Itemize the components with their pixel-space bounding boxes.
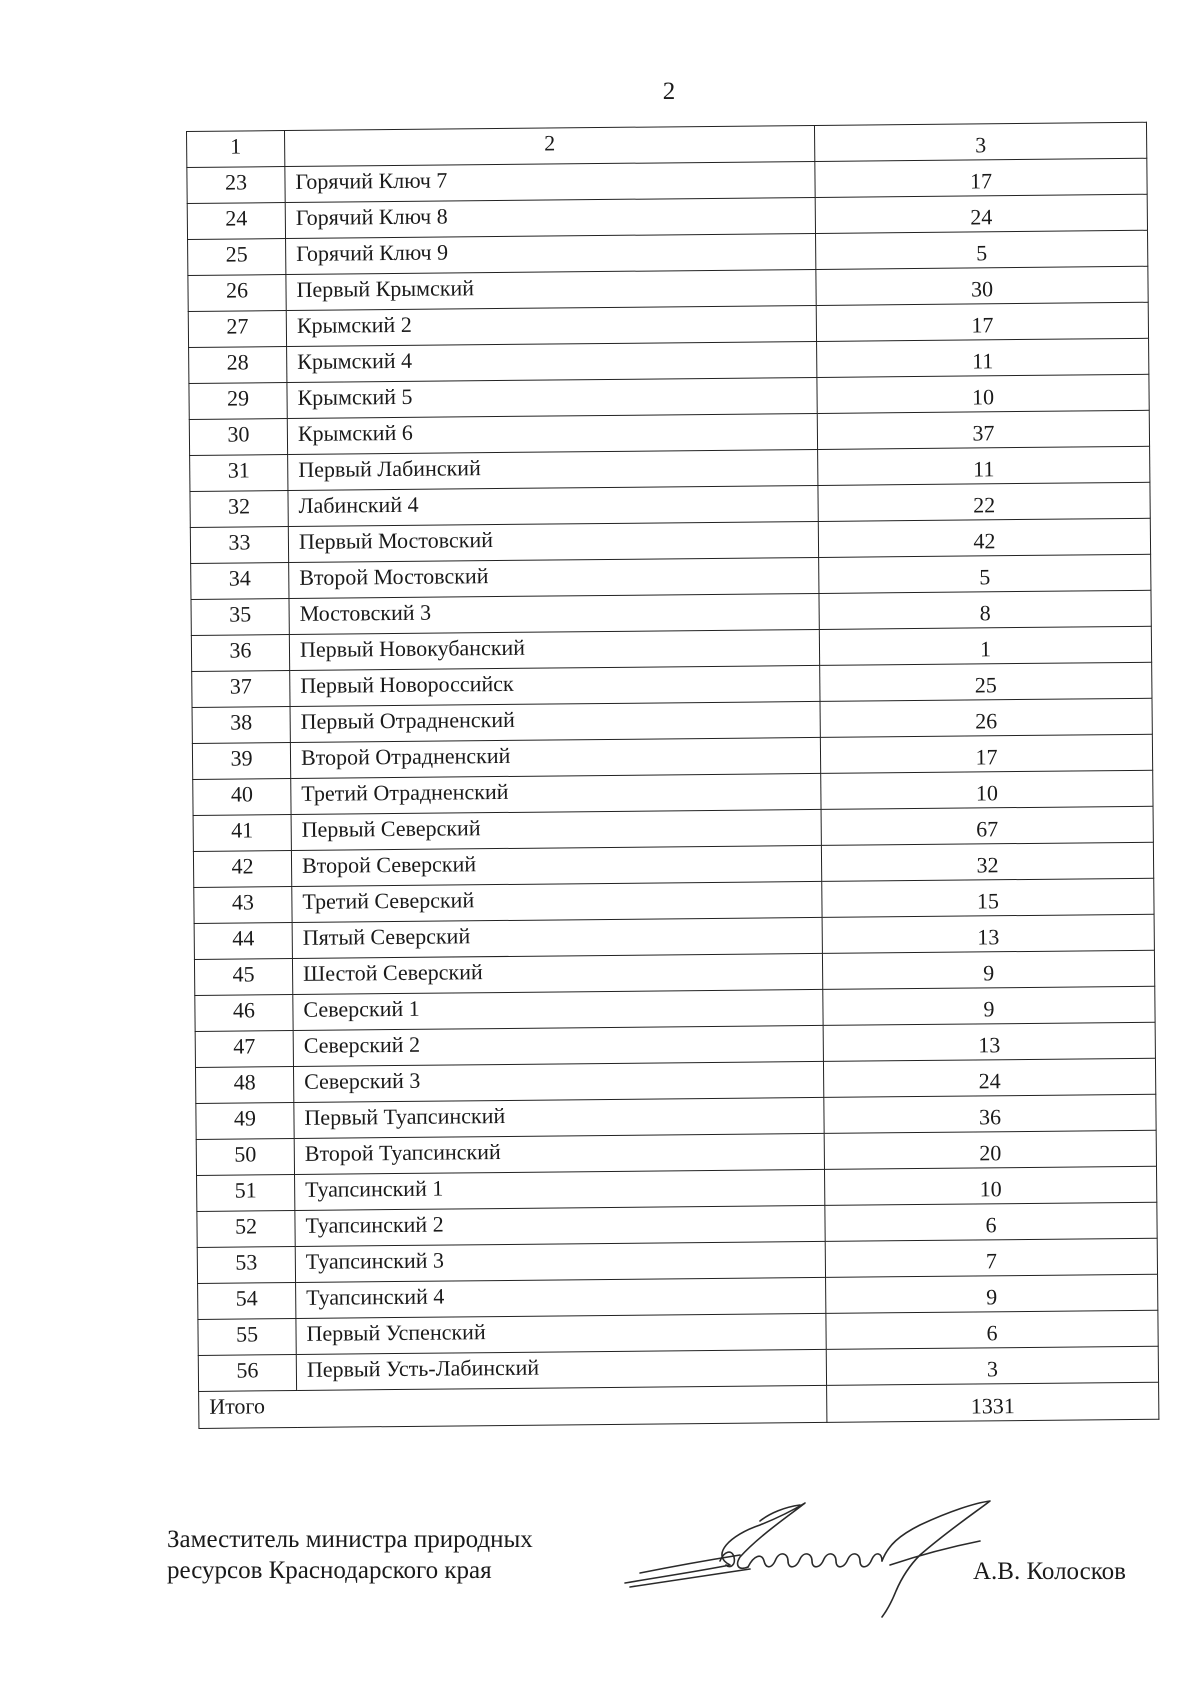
row-number-cell: 31	[190, 455, 288, 492]
row-name-cell: Первый Успенский	[296, 1313, 826, 1354]
row-value-cell: 6	[825, 1202, 1157, 1241]
row-name-cell: Горячий Ключ 8	[285, 197, 815, 238]
row-value-cell: 9	[822, 950, 1154, 989]
row-name-cell: Горячий Ключ 9	[286, 233, 816, 274]
row-number-cell: 46	[195, 995, 293, 1032]
row-value-cell: 42	[818, 518, 1150, 557]
total-value: 1331	[827, 1382, 1159, 1422]
row-value-cell: 9	[823, 986, 1155, 1025]
row-number-cell: 41	[193, 815, 291, 852]
row-value-cell: 37	[817, 410, 1149, 449]
row-value-cell: 3	[826, 1346, 1158, 1385]
row-name-cell: Третий Северский	[292, 881, 822, 922]
row-name-cell: Третий Отрадненский	[291, 773, 821, 814]
row-name-cell: Первый Туапсинский	[294, 1097, 824, 1138]
row-value-cell: 13	[823, 1022, 1155, 1061]
row-number-cell: 37	[192, 671, 290, 708]
row-name-cell: Северский 1	[293, 989, 823, 1030]
data-table-container	[186, 122, 1158, 1429]
row-value-cell: 10	[821, 770, 1153, 809]
row-name-cell: Первый Отрадненский	[290, 701, 820, 742]
row-number-cell: 40	[193, 779, 291, 816]
column-header-number: 1	[187, 131, 285, 168]
row-name-cell: Второй Мостовский	[289, 557, 819, 598]
row-value-cell: 5	[816, 230, 1148, 269]
row-number-cell: 51	[197, 1175, 295, 1212]
data-table	[186, 122, 1159, 1429]
row-value-cell: 6	[826, 1310, 1158, 1349]
row-number-cell: 49	[196, 1103, 294, 1140]
row-number-cell: 53	[197, 1247, 295, 1284]
row-number-cell: 27	[188, 311, 286, 348]
row-name-cell: Второй Северский	[291, 845, 821, 886]
row-name-cell: Второй Туапсинский	[294, 1133, 824, 1174]
row-number-cell: 54	[198, 1283, 296, 1320]
row-name-cell: Северский 3	[293, 1061, 823, 1102]
row-number-cell: 48	[195, 1067, 293, 1104]
row-number-cell: 43	[194, 887, 292, 924]
row-name-cell: Первый Мостовский	[288, 521, 818, 562]
row-number-cell: 44	[194, 923, 292, 960]
row-number-cell: 47	[195, 1031, 293, 1068]
row-value-cell: 10	[817, 374, 1149, 413]
row-number-cell: 24	[187, 203, 285, 240]
row-number-cell: 26	[188, 275, 286, 312]
signer-title-line-2: ресурсов Краснодарского края	[167, 1557, 492, 1584]
row-value-cell: 10	[824, 1166, 1156, 1205]
row-value-cell: 9	[826, 1274, 1158, 1313]
row-name-cell: Северский 2	[293, 1025, 823, 1066]
row-number-cell: 33	[190, 527, 288, 564]
signer-title-line-1: Заместитель министра природных	[167, 1526, 533, 1553]
row-number-cell: 50	[196, 1139, 294, 1176]
row-number-cell: 56	[198, 1354, 296, 1391]
row-number-cell: 23	[187, 167, 285, 204]
row-name-cell: Крымский 6	[287, 413, 817, 454]
row-number-cell: 25	[188, 239, 286, 276]
signer-title	[167, 1524, 627, 1586]
row-name-cell: Туапсинский 3	[295, 1241, 825, 1282]
total-label: Итого	[199, 1385, 827, 1428]
row-name-cell: Крымский 5	[287, 377, 817, 418]
row-number-cell: 42	[193, 851, 291, 888]
table-total-row	[199, 1382, 1159, 1428]
row-name-cell: Второй Отрадненский	[290, 737, 820, 778]
row-number-cell: 55	[198, 1318, 296, 1355]
row-name-cell: Первый Усть-Лабинский	[296, 1349, 826, 1390]
row-number-cell: 38	[192, 707, 290, 744]
page-number: 2	[662, 78, 676, 105]
row-name-cell: Первый Северский	[291, 809, 821, 850]
row-name-cell: Крымский 2	[286, 305, 816, 346]
row-value-cell: 11	[817, 338, 1149, 377]
row-name-cell: Горячий Ключ 7	[285, 161, 815, 202]
row-value-cell: 22	[818, 482, 1150, 521]
table-body	[187, 122, 1159, 1428]
handwritten-signature	[620, 1495, 1030, 1620]
row-value-cell: 30	[816, 266, 1148, 305]
row-number-cell: 32	[190, 491, 288, 528]
row-number-cell: 36	[191, 635, 289, 672]
row-value-cell: 1	[819, 626, 1151, 665]
row-value-cell: 26	[820, 698, 1152, 737]
row-value-cell: 11	[818, 446, 1150, 485]
row-value-cell: 32	[821, 842, 1153, 881]
row-name-cell: Туапсинский 4	[296, 1277, 826, 1318]
row-number-cell: 52	[197, 1211, 295, 1248]
row-name-cell: Мостовский 3	[289, 593, 819, 634]
row-value-cell: 17	[820, 734, 1152, 773]
row-value-cell: 17	[816, 302, 1148, 341]
row-value-cell: 25	[820, 662, 1152, 701]
row-value-cell: 7	[825, 1238, 1157, 1277]
row-number-cell: 29	[189, 383, 287, 420]
row-name-cell: Первый Новороссийск	[290, 665, 820, 706]
row-name-cell: Пятый Северский	[292, 917, 822, 958]
row-name-cell: Первый Новокубанский	[289, 629, 819, 670]
column-header-value: 3	[814, 122, 1146, 161]
row-name-cell: Первый Крымский	[286, 269, 816, 310]
row-name-cell: Лабинский 4	[288, 485, 818, 526]
row-number-cell: 35	[191, 599, 289, 636]
row-name-cell: Шестой Северский	[292, 953, 822, 994]
row-number-cell: 30	[189, 419, 287, 456]
row-name-cell: Первый Лабинский	[288, 449, 818, 490]
row-value-cell: 24	[823, 1058, 1155, 1097]
row-number-cell: 45	[194, 959, 292, 996]
row-value-cell: 20	[824, 1130, 1156, 1169]
row-value-cell: 67	[821, 806, 1153, 845]
row-number-cell: 39	[192, 743, 290, 780]
row-value-cell: 24	[815, 194, 1147, 233]
column-header-name: 2	[285, 125, 815, 166]
signer-name: А.В. Колосков	[973, 1558, 1126, 1585]
row-number-cell: 28	[189, 347, 287, 384]
row-value-cell: 5	[819, 554, 1151, 593]
row-value-cell: 36	[824, 1094, 1156, 1133]
row-number-cell: 34	[191, 563, 289, 600]
row-value-cell: 13	[822, 914, 1154, 953]
row-value-cell: 17	[815, 158, 1147, 197]
row-value-cell: 15	[822, 878, 1154, 917]
row-name-cell: Крымский 4	[287, 341, 817, 382]
row-value-cell: 8	[819, 590, 1151, 629]
row-name-cell: Туапсинский 2	[295, 1205, 825, 1246]
row-name-cell: Туапсинский 1	[295, 1169, 825, 1210]
